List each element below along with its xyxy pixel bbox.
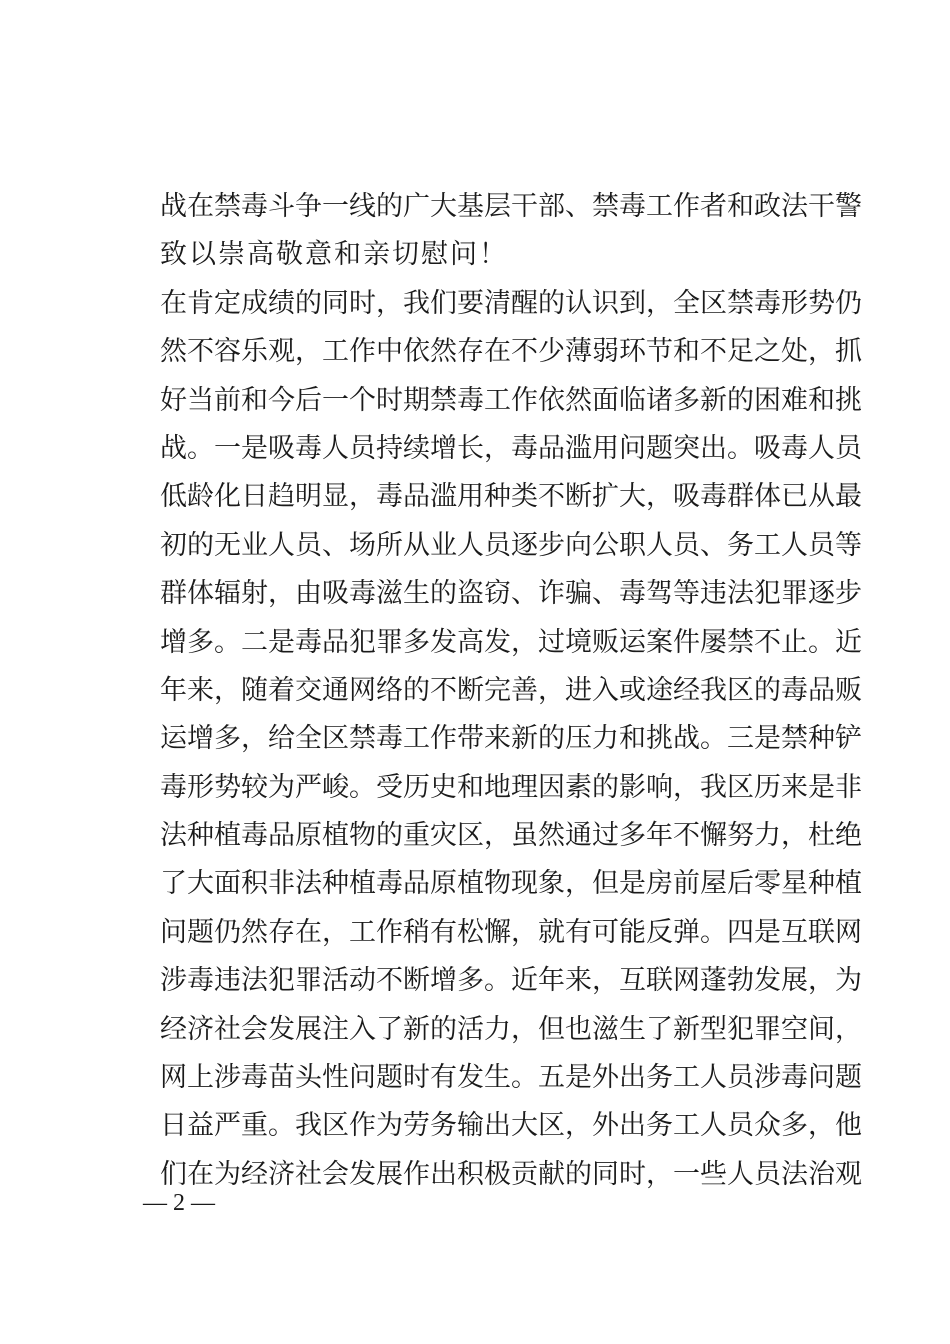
- text-line: 网上涉毒苗头性问题时有发生。五是外出务工人员涉毒问题: [160, 1062, 862, 1094]
- text-line: 致以崇高敬意和亲切慰问！: [160, 239, 508, 271]
- text-line: 日益严重。我区作为劳务输出大区，外出务工人员众多，他: [160, 1110, 862, 1142]
- text-line: 群体辐射，由吸毒滋生的盗窃、诈骗、毒驾等违法犯罪逐步: [160, 578, 862, 610]
- text-line: 好当前和今后一个时期禁毒工作依然面临诸多新的困难和挑: [160, 384, 862, 416]
- text-line: 问题仍然存在，工作稍有松懈，就有可能反弹。四是互联网: [160, 916, 862, 948]
- text-line: 低龄化日趋明显，毒品滥用种类不断扩大，吸毒群体已从最: [160, 481, 862, 513]
- text-line: 初的无业人员、场所从业人员逐步向公职人员、务工人员等: [160, 529, 862, 561]
- text-line: 战在禁毒斗争一线的广大基层干部、禁毒工作者和政法干警: [160, 191, 862, 222]
- body-text: [160, 183, 862, 1199]
- text-line: 毒形势较为严峻。受历史和地理因素的影响，我区历来是非: [160, 771, 862, 803]
- text-line: 了大面积非法种植毒品原植物现象，但是房前屋后零星种植: [160, 868, 862, 900]
- page-number: — 2 —: [143, 1190, 215, 1216]
- text-line: 然不容乐观，工作中依然存在不少薄弱环节和不足之处，抓: [160, 336, 862, 368]
- text-line: 法种植毒品原植物的重灾区，虽然通过多年不懈努力，杜绝: [160, 820, 862, 852]
- text-line: 涉毒违法犯罪活动不断增多。近年来，互联网蓬勃发展，为: [160, 965, 862, 997]
- text-line: 们在为经济社会发展作出积极贡献的同时，一些人员法治观: [160, 1158, 862, 1190]
- text-line: 战。一是吸毒人员持续增长，毒品滥用问题突出。吸毒人员: [160, 432, 862, 464]
- text-line: 运增多，给全区禁毒工作带来新的压力和挑战。三是禁种铲: [160, 723, 862, 755]
- text-line: 增多。二是毒品犯罪多发高发，过境贩运案件屡禁不止。近: [160, 626, 862, 658]
- text-line: 年来，随着交通网络的不断完善，进入或途经我区的毒品贩: [160, 674, 862, 706]
- text-line: 经济社会发展注入了新的活力，但也滋生了新型犯罪空间，: [160, 1013, 862, 1045]
- text-line: 在肯定成绩的同时，我们要清醒的认识到，全区禁毒形势仍: [160, 287, 862, 319]
